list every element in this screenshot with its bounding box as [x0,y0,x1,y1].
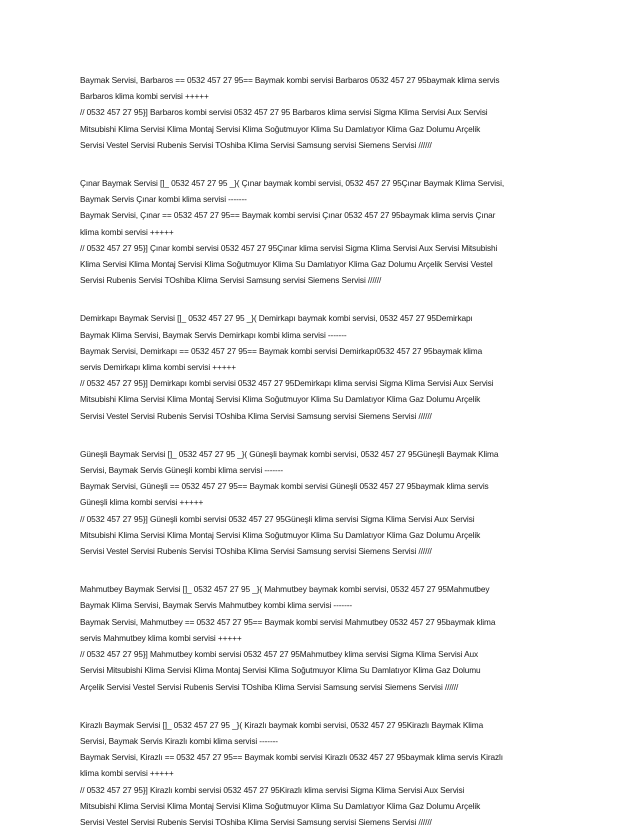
text-line: Baymak Servisi, Çınar == 0532 457 27 95== Baymak kombi servisi Çınar 0532 457 27 95baymak klima servis Çınar [80,210,496,221]
text-line: Servisi Vestel Servisi Rubenis Servisi TOshiba Klima Servisi Samsung servisi Siemens Servisi ////// [80,410,432,421]
text-line: Kirazlı Baymak Servisi []_ 0532 457 27 95 _}( Kirazlı baymak kombi servisi, 0532 457 27 95Kirazlı Baymak Klima [80,719,484,730]
text-line: // 0532 457 27 95}] Barbaros kombi servisi 0532 457 27 95 Barbaros klima servisi Sigma Klima Servisi Aux Servisi [80,107,488,118]
text-line: // 0532 457 27 95}] Kirazlı kombi servisi 0532 457 27 95Kirazlı klima servisi Sigma Klima Servisi Aux Servisi [80,784,465,795]
text-line: Arçelik Servisi Vestel Servisi Rubenis Servisi TOshiba Klima Servisi Samsung servisi Siemens Servisi ////// [80,681,459,692]
text-line: Mahmutbey Baymak Servisi []_ 0532 457 27 95 _}( Mahmutbey baymak kombi servisi, 0532 457 27 95Mahmutbey [80,584,490,595]
text-line: servis Mahmutbey klima kombi servisi +++++ [80,632,242,643]
text-line: Servisi, Baymak Servis Kirazlı kombi klima servisi ------- [80,735,278,746]
text-line: // 0532 457 27 95}] Demirkapı kombi servisi 0532 457 27 95Demirkapı klima servisi Sigma Klima Servisi Aux Servisi [80,378,494,389]
text-line: Baymak Servisi, Barbaros == 0532 457 27 95== Baymak kombi servisi Barbaros 0532 457 27 95baymak klima servis [80,75,500,85]
text-line: Baymak Servisi, Güneşli == 0532 457 27 95== Baymak kombi servisi Güneşli 0532 457 27 95baymak klima servis [80,481,489,492]
text-line: klima kombi servisi +++++ [80,226,174,237]
text-line: Mitsubishi Klima Servisi Klima Montaj Servisi Klima Soğutmuyor Klima Su Damlatıyor Klima Gaz Dolumu Arçelik [80,123,481,134]
text-line: Mitsubishi Klima Servisi Klima Montaj Servisi Klima Soğutmuyor Klima Su Damlatıyor Klima Gaz Dolumu Arçelik [80,394,481,405]
text-line: klima kombi servisi +++++ [80,768,174,779]
text-line: Mitsubishi Klima Servisi Klima Montaj Servisi Klima Soğutmuyor Klima Su Damlatıyor Klima Gaz Dolumu Arçelik [80,800,481,811]
text-line: Baymak Servis Çınar kombi klima servisi ------- [80,194,247,205]
text-line: Güneşli Baymak Servisi []_ 0532 457 27 95 _}( Güneşli baymak kombi servisi, 0532 457 27 95Güneşli Baymak Klima [80,448,499,459]
text-line: Mitsubishi Klima Servisi Klima Montaj Servisi Klima Soğutmuyor Klima Su Damlatıyor Klima Gaz Dolumu Arçelik [80,529,481,540]
paragraph-mahmutbey [80,581,578,694]
paragraph-demirkapi [80,310,578,423]
text-line: Servisi Vestel Servisi Rubenis Servisi TOshiba Klima Servisi Samsung servisi Siemens Servisi ////// [80,546,432,557]
text-line: Baymak Servisi, Mahmutbey == 0532 457 27 95== Baymak kombi servisi Mahmutbey 0532 457 27 95baymak klima [80,616,496,627]
text-line: Baymak Klima Servisi, Baymak Servis Demirkapı kombi klima servisi ------- [80,329,347,340]
text-line: // 0532 457 27 95}] Güneşli kombi servisi 0532 457 27 95Güneşli klima servisi Sigma Klima Servisi Aux Servisi [80,513,475,524]
text-line: Baymak Klima Servisi, Baymak Servis Mahmutbey kombi klima servisi ------- [80,600,353,611]
paragraph-cinar [80,175,578,288]
text-line: Demirkapı Baymak Servisi []_ 0532 457 27 95 _}( Demirkapı baymak kombi servisi, 0532 457 27 95Demirkapı [80,313,473,324]
text-line: Servisi Vestel Servisi Rubenis Servisi TOshiba Klima Servisi Samsung servisi Siemens Servisi ////// [80,139,432,150]
paragraph-gunesli [80,446,578,559]
text-line: Servisi, Baymak Servis Güneşli kombi klima servisi ------- [80,465,284,476]
text-line: Servisi Mitsubishi Klima Servisi Klima Montaj Servisi Klima Soğutmuyor Klima Su Damlatıyor Klima Gaz Dolumu [80,665,481,676]
paragraph-kirazli [80,717,578,830]
text-line: Servisi Vestel Servisi Rubenis Servisi TOshiba Klima Servisi Samsung servisi Siemens Servisi ////// [80,816,432,827]
text-line: Baymak Servisi, Demirkapı == 0532 457 27 95== Baymak kombi servisi Demirkapı0532 457 27 95baymak klima [80,345,483,356]
text-line: servis Demirkapı klima kombi servisi +++++ [80,362,237,373]
paragraph-barbaros [80,72,578,153]
text-line: Servisi Rubenis Servisi TOshiba Klima Servisi Samsung servisi Siemens Servisi ////// [80,275,382,286]
text-line: Klima Servisi Klima Montaj Servisi Klima Soğutmuyor Klima Su Damlatıyor Klima Gaz Dolumu Arçelik Servisi Vestel [80,259,493,270]
text-line: // 0532 457 27 95}] Çınar kombi servisi 0532 457 27 95Çınar klima servisi Sigma Klima Servisi Aux Servisi Mitsubishi [80,242,498,253]
text-line: Çınar Baymak Servisi []_ 0532 457 27 95 _}( Çınar baymak kombi servisi, 0532 457 27 95Çınar Baymak Klima Servisi, [80,178,505,189]
text-line: // 0532 457 27 95}] Mahmutbey kombi servisi 0532 457 27 95Mahmutbey klima servisi Sigma Klima Servisi Aux [80,649,479,660]
text-line: Güneşli klima kombi servisi +++++ [80,497,204,508]
text-line: Barbaros klima kombi servisi +++++ [80,91,209,102]
text-line: Baymak Servisi, Kirazlı == 0532 457 27 95== Baymak kombi servisi Kirazlı 0532 457 27 95baymak klima servis Kirazlı [80,752,504,763]
